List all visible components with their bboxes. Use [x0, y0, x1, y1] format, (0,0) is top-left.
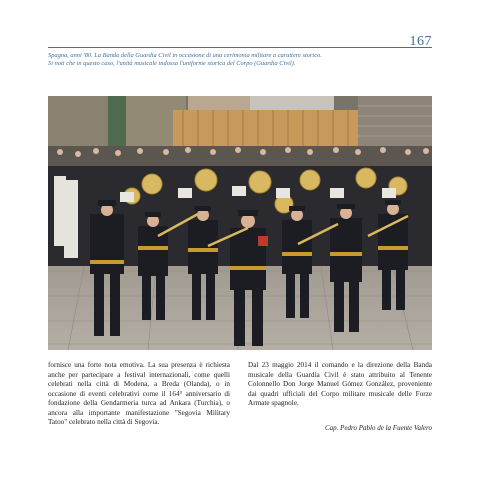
page-number: 167: [409, 34, 432, 49]
left-column-text: [48, 361, 230, 428]
white-uniformed-musicians: [54, 176, 78, 258]
staircase: [358, 96, 432, 152]
band-photo-illustration: [48, 96, 432, 350]
wooden-stand: [173, 110, 358, 148]
right-paragraph: Dal 23 maggio 2014 il comando e la direzione della Banda musicale della Guardia Civil è stato attribuito al Tenente Colonnello Don Jorge Manuel Gómez González, proveniente dai quadri ufficiali del Corpo militare musicale delle Forze Armate spagnole.: [248, 361, 432, 407]
left-paragraph: fornisce una forte nota emotiva. La sua presenza è richiesta anche per partecipare a festival internazionali, come quelli celebrati nella città di Modena, a Breda (Olanda), o in occasione di eventi celebrativi come il 164° anniversario di fondazione della Gendarmeria turca ad Ankara (Turchia), o ancora alla importante manifestazione "Segovia Military Tatoo" celebrato nella città di Segovia.: [48, 361, 230, 426]
band-photo: [48, 96, 432, 350]
header-rule: [48, 47, 432, 48]
awning: [250, 96, 334, 110]
right-column-text: [248, 361, 432, 409]
caption-line-2: Si noti che in questo caso, l'unità musicale indossa l'uniforme storica del Corpo (Guardia Civil).: [48, 60, 296, 68]
author-signature: Cap. Pedro Pablo de la Fuente Valero: [325, 424, 432, 432]
caption-line-1: Spagna, anni '80. La Banda della Guardia Civil in occasione di una cerimonia militare a carattere storico.: [48, 52, 322, 59]
photo-caption: [48, 52, 432, 69]
